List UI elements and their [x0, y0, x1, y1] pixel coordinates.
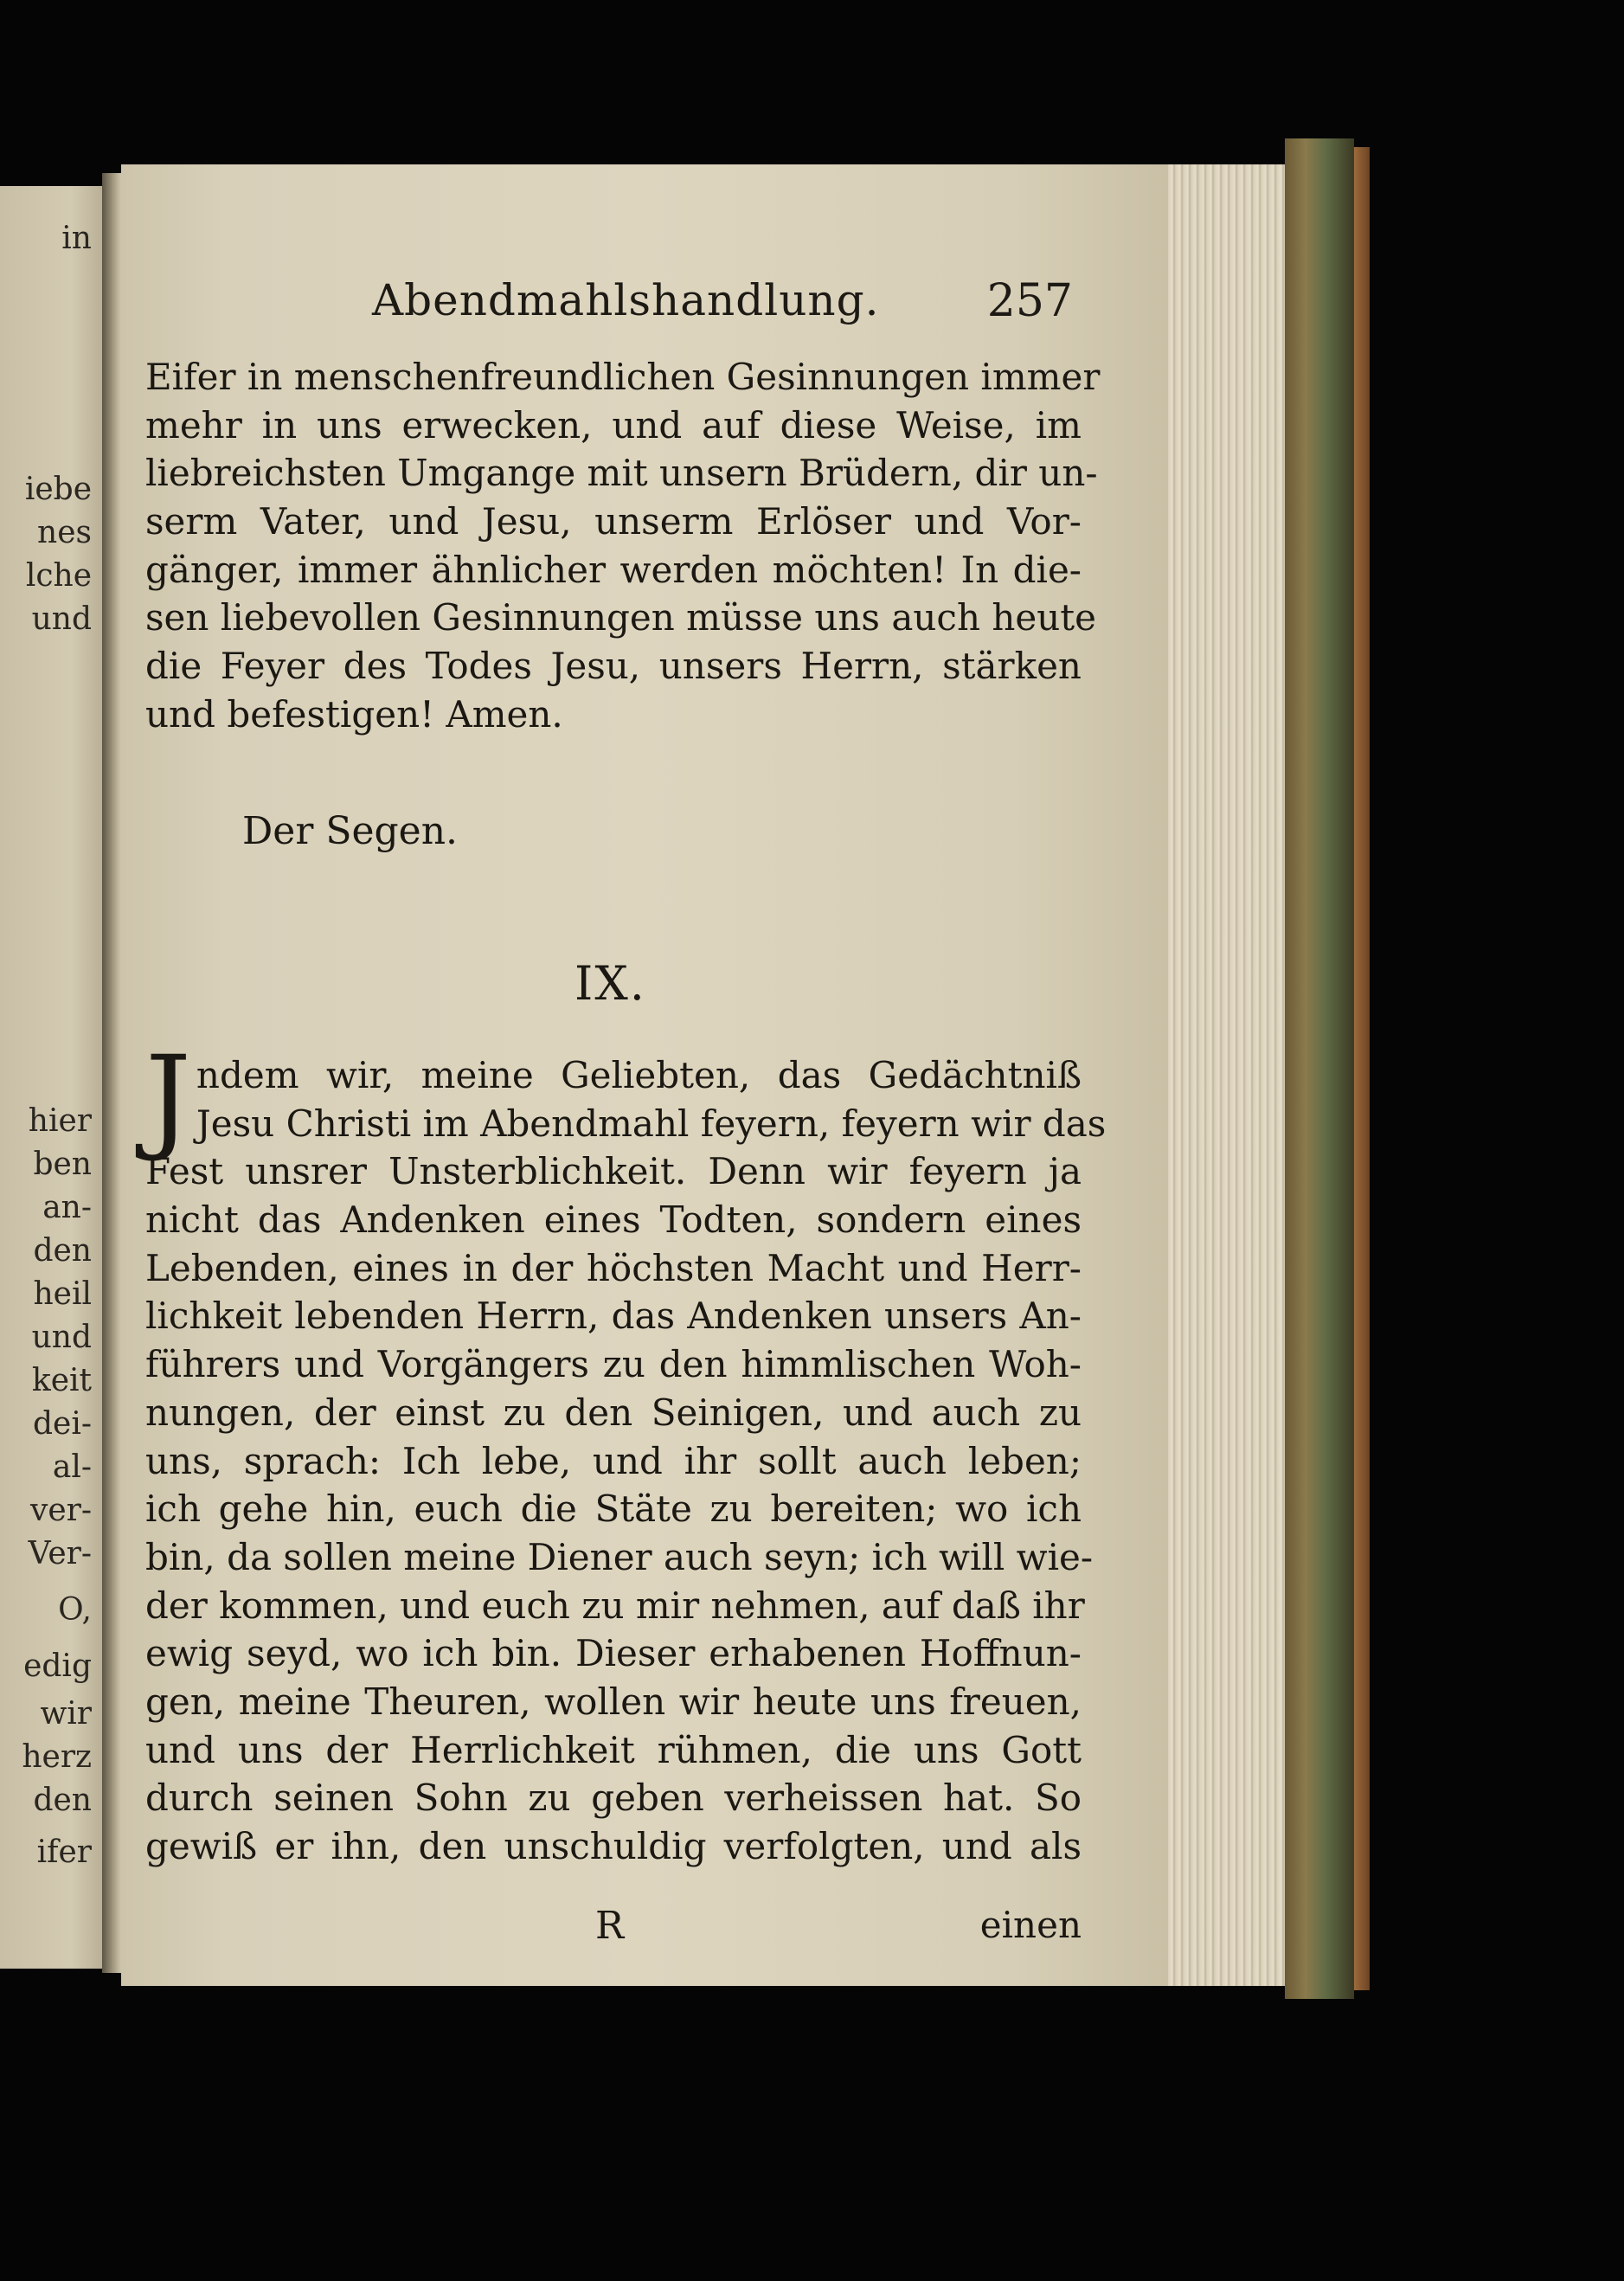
- facing-page-fragment: hier: [28, 1103, 92, 1139]
- text-line: durch seinen Sohn zu geben verheissen hat. So: [145, 1777, 1082, 1820]
- text-line: Eifer in menschenfreundlichen Gesinnungen immer: [145, 356, 1101, 398]
- marbled-cover: [1285, 138, 1354, 1999]
- drop-cap: J: [145, 1031, 191, 1165]
- facing-page-fragment: edig: [23, 1648, 92, 1684]
- text-line: uns, sprach: Ich lebe, und ihr sollt auch leben;: [145, 1439, 1082, 1482]
- text-line: bin, da sollen meine Diener auch seyn; ich will wie-: [145, 1535, 1094, 1578]
- facing-page-fragment: dei-: [32, 1406, 92, 1442]
- book-gutter: [102, 173, 121, 1973]
- page-footer: [145, 1904, 1082, 1956]
- leather-spine-edge: [1354, 147, 1370, 1990]
- text-line: mehr in uns erwecken, und auf diese Weise, im: [145, 403, 1082, 447]
- text-line: Fest unsrer Unsterblichkeit. Denn wir feyern ja: [145, 1150, 1082, 1193]
- text-line: serm Vater, und Jesu, unserm Erlöser und Vor-: [145, 500, 1082, 543]
- facing-page-fragment: und: [31, 601, 92, 637]
- facing-page-left: [0, 186, 104, 1969]
- facing-page-fragment: ver-: [29, 1493, 92, 1528]
- page-edges: [1168, 164, 1285, 1986]
- facing-page-fragment: und: [31, 1320, 92, 1355]
- facing-page-fragment: ifer: [36, 1834, 92, 1870]
- facing-page-fragment: al-: [52, 1449, 92, 1485]
- facing-page-fragment: iebe: [24, 472, 92, 507]
- facing-page-fragment: herz: [22, 1739, 92, 1775]
- text-line: nicht das Andenken eines Todten, sondern eines: [145, 1198, 1082, 1242]
- text-line: sen liebevollen Gesinnungen müsse uns auch heute: [145, 596, 1097, 639]
- paragraph-section-ix: [145, 1031, 1107, 1871]
- text-line: Lebenden, eines in der höchsten Macht und Herr-: [145, 1246, 1082, 1289]
- text-line: führers und Vorgängers zu den himmlischen Woh-: [145, 1343, 1082, 1386]
- facing-page-fragment: ben: [33, 1147, 92, 1182]
- text-line: die Feyer des Todes Jesu, unsers Herrn, stärken: [145, 645, 1082, 688]
- facing-page-fragment: den: [33, 1233, 92, 1269]
- text-line: ndem wir, meine Geliebten, das Gedächtniß: [196, 1054, 1082, 1096]
- text-line: der kommen, und euch zu mir nehmen, auf daß ihr: [145, 1584, 1085, 1627]
- facing-page-fragment: Ver-: [28, 1536, 92, 1571]
- text-line: ewig seyd, wo ich bin. Dieser erhabenen Hoffnun-: [145, 1632, 1082, 1675]
- text-line: und uns der Herrlichkeit rühmen, die uns Gott: [145, 1728, 1082, 1771]
- section-heading-segen: Der Segen.: [242, 809, 459, 853]
- text-line: Jesu Christi im Abendmahl feyern, feyern wir das: [196, 1102, 1107, 1145]
- facing-page-fragment: keit: [31, 1363, 92, 1398]
- text-line: gen, meine Theuren, wollen wir heute uns freuen,: [145, 1680, 1082, 1723]
- facing-page-fragment: an-: [42, 1190, 92, 1225]
- paragraph-prayer-ending: [145, 353, 1101, 739]
- text-line: lichkeit lebenden Herrn, das Andenken unsers An-: [145, 1295, 1082, 1338]
- text-line: gänger, immer ähnlicher werden möchten! In die-: [145, 548, 1082, 591]
- text-line: und befestigen! Amen.: [145, 692, 563, 736]
- facing-page-fragment: O,: [58, 1592, 92, 1628]
- text-line: liebreichsten Umgange mit unsern Brüdern, dir un-: [145, 452, 1098, 495]
- catchword: einen: [979, 1904, 1082, 1946]
- facing-page-text-fragments: [0, 186, 95, 1969]
- signature-mark: R: [595, 1904, 625, 1948]
- facing-page-fragment: wir: [40, 1696, 92, 1732]
- facing-page-fragment: nes: [37, 515, 92, 550]
- section-number: IX.: [574, 956, 646, 1011]
- facing-page-fragment: lche: [25, 558, 92, 594]
- text-line: ich gehe hin, euch die Stäte zu bereiten; wo ich: [145, 1487, 1082, 1531]
- page-number: 257: [986, 275, 1073, 327]
- page-header: [372, 275, 1073, 336]
- running-title: Abendmahlshandlung.: [372, 275, 880, 325]
- facing-page-fragment: heil: [33, 1276, 92, 1312]
- facing-page-fragment: in: [61, 221, 92, 256]
- text-line: nungen, der einst zu den Seinigen, und auch zu: [145, 1391, 1082, 1434]
- facing-page-fragment: den: [33, 1783, 92, 1818]
- text-line: gewiß er ihn, den unschuldig verfolgten, und als: [145, 1825, 1082, 1867]
